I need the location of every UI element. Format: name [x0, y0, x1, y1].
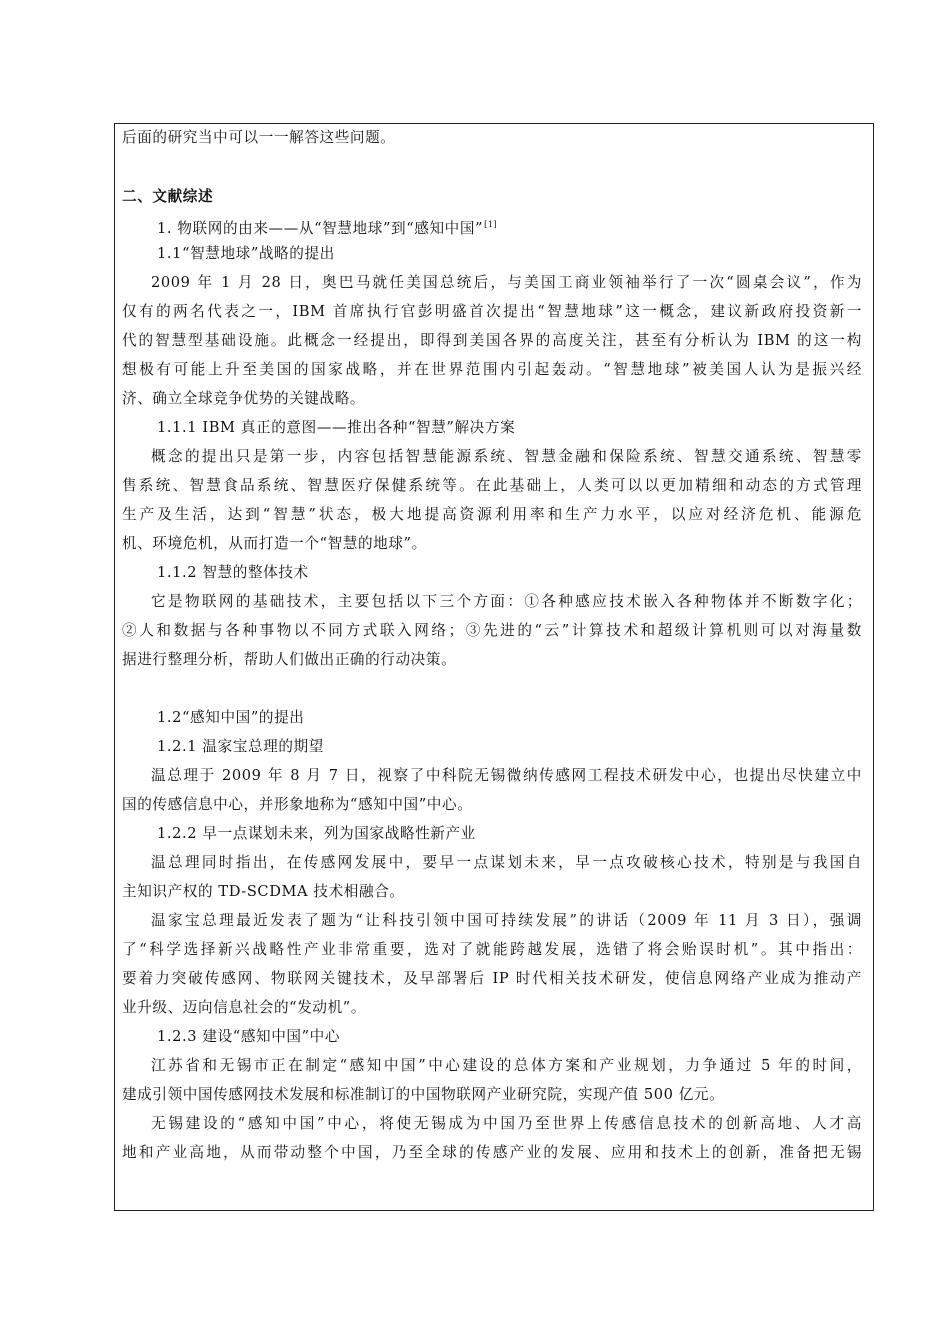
paragraph-line: 概念的提出只是第一步，内容包括智慧能源系统、智慧金融和保险系统、智慧交通系统、智慧零: [151, 448, 862, 465]
subsection-heading: 1. 物联网的由来——从“智慧地球”到“感知中国”[1]: [157, 219, 498, 237]
paragraph-line: 售系统、智慧食品系统、智慧医疗保健系统等。在此基础上，人类可以以更加精细和动态的方式管理: [122, 477, 862, 494]
footnote-ref: [1]: [484, 220, 498, 229]
paragraph-line: 仅有的两名代表之一，IBM 首席执行官彭明盛首次提出“智慧地球”这一概念，建议新政府投资新一: [122, 303, 862, 320]
subsection-heading: 1.1.1 IBM 真正的意图——推出各种“智慧”解决方案: [157, 419, 516, 436]
paragraph-line: 济、确立全球竞争优势的关键战略。: [122, 390, 366, 407]
paragraph-line: 国的传感信息中心，并形象地称为“感知中国”中心。: [122, 796, 473, 813]
paragraph-line: 要着力突破传感网、物联网关键技术，及早部署后 IP 时代相关技术研发，使信息网络产业成为推动产: [122, 970, 862, 987]
paragraph-line: 业升级、迈向信息社会的“发动机”。: [122, 999, 367, 1016]
paragraph-line: 它是物联网的基础技术，主要包括以下三个方面：①各种感应技术嵌入各种物体并不断数字化；: [151, 593, 862, 610]
paragraph-line: 生产及生活，达到“智慧”状态，极大地提高资源利用率和生产力水平，以应对经济危机、能源危: [122, 506, 862, 523]
text-line: 后面的研究当中可以一一解答这些问题。: [122, 129, 396, 146]
paragraph-line: 地和产业高地，从而带动整个中国，乃至全球的传感产业的发展、应用和技术上的创新，准备把无锡: [122, 1144, 862, 1161]
paragraph-line: 了“科学选择新兴战略性产业非常重要，选对了就能跨越发展，选错了将会贻误时机”。其中指出：: [122, 941, 862, 958]
paragraph-line: 无锡建设的“感知中国”中心，将使无锡成为中国乃至世界上传感信息技术的创新高地、人才高: [151, 1115, 862, 1132]
subsection-heading: 1.2.1 温家宝总理的期望: [157, 738, 324, 755]
paragraph-line: 主知识产权的 TD-SCDMA 技术相融合。: [122, 883, 405, 900]
subsection-heading: 1.1.2 智慧的整体技术: [157, 564, 309, 581]
paragraph-line: 机、环境危机，从而打造一个“智慧的地球”。: [122, 535, 427, 552]
paragraph-line: 温总理于 2009 年 8 月 7 日，视察了中科院无锡微纳传感网工程技术研发中心，也提出尽快建立中: [151, 767, 862, 784]
paragraph-line: 温总理同时指出，在传感网发展中，要早一点谋划未来，早一点攻破核心技术，特别是与我国自: [151, 854, 862, 871]
paragraph-line: 江苏省和无锡市正在制定“感知中国”中心建设的总体方案和产业规划，力争通过 5 年的时间，: [151, 1057, 862, 1074]
paragraph-line: 代的智慧型基础设施。此概念一经提出，即得到美国各界的高度关注，甚至有分析认为 IBM 的这一构: [122, 332, 862, 349]
subsection-heading: 1.2.2 早一点谋划未来，列为国家战略性新产业: [157, 825, 476, 842]
subsection-heading: 1.1“智慧地球”战略的提出: [157, 245, 335, 262]
paragraph-line: 建成引领中国传感网技术发展和标准制订的中国物联网产业研究院，实现产值 500 亿元。: [122, 1086, 725, 1103]
section-heading: 二、文献综述: [122, 188, 214, 205]
paragraph-line: ②人和数据与各种事物以不同方式联入网络；③先进的“云”计算技术和超级计算机则可以对海量数: [122, 622, 862, 639]
subsection-heading: 1.2.3 建设“感知中国”中心: [157, 1028, 341, 1045]
paragraph-line: 想极有可能上升至美国的国家战略，并在世界范围内引起轰动。“智慧地球”被美国人认为是振兴经: [122, 361, 862, 378]
subsection-heading: 1.2“感知中国”的提出: [157, 709, 305, 726]
paragraph-line: 温家宝总理最近发表了题为“让科技引领中国可持续发展”的讲话（2009 年 11 月 3 日），强调: [151, 912, 862, 929]
paragraph-line: 2009 年 1 月 28 日，奥巴马就任美国总统后，与美国工商业领袖举行了一次“圆桌会议”，作为: [151, 274, 862, 291]
paragraph-line: 据进行整理分析，帮助人们做出正确的行动决策。: [122, 651, 457, 668]
